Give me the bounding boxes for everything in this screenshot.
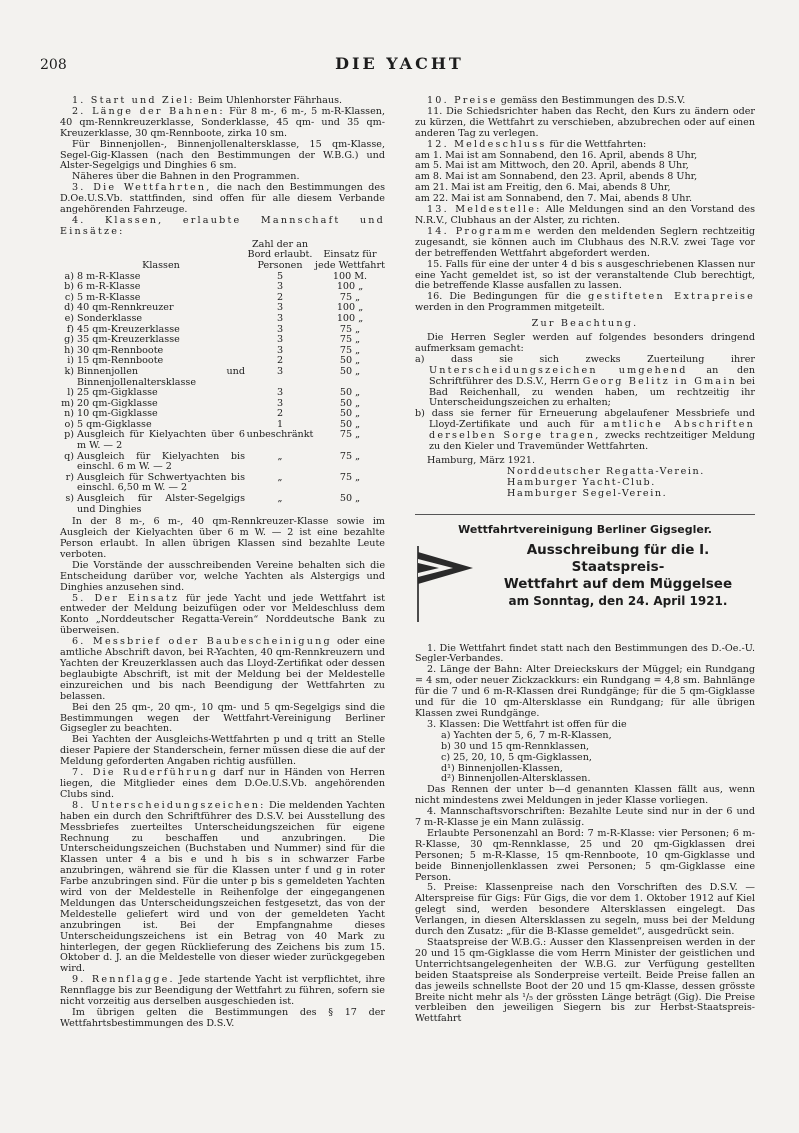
paragraph-general-rules: Im übrigen gelten die Bestimmungen des § 17 der Wettfahrtsbestimmungen des D.S.V. [60,1007,385,1029]
paragraph-classes-lead: 4. Klassen, erlaubte Mannschaft und Einsätze: [60,214,385,237]
paragraph-start: 1. Start und Ziel: Beim Uhlenhorster Fährhaus. [72,95,343,106]
class-fee: 50 „ [339,493,361,505]
class-persons: 1 [276,418,284,430]
class-persons: 3 [276,365,284,377]
paragraph-entry-deadline: 12. Meldeschluss für die Wettfahrten: [427,138,647,150]
pennant-flag-icon [415,544,475,624]
class-fee: 50 „ [339,418,361,430]
class-fee: 75 „ [339,344,361,356]
class-fee: 100 „ [336,302,364,314]
class-key: d) [64,302,74,314]
deadline-item: am 8. Mai ist am Sonnabend, den 23. April, abends 8 Uhr, [415,171,698,183]
paragraph-entry-fee: 5. Der Einsatz für jede Yacht und jede Wettfahrt ist entweder der Meldung beizufügen oder vor Meldeschluss dem Konto „Norddeutscher Regatta-Verein“ Norddeutsche Bank zu überweisen. [60,592,385,637]
class-key: i) [67,355,74,367]
paragraph-race-flag: 9. Rennflagge. Jede startende Yacht ist verpflichtet, ihre Rennflagge bis zur Beendigung der Wettfahrt zu führen, sofern sie nicht vorzeitig aus derselben ausgeschieden ist. [60,974,385,1008]
class-name: 5 qm-Gigklasse [77,418,152,430]
class-row [60,494,385,515]
announcement-title-line-2: Wettfahrt auf dem Müggelsee [503,575,733,592]
class-name: 10 qm-Gigklasse [77,408,158,420]
class-name: 30 qm-Rennboote [77,344,164,356]
paragraph-prizes: 10. Preise gemäss den Bestimmungen des D.S.V. [427,95,686,106]
class-key: a) [64,270,74,282]
class-name: 25 qm-Gigklasse [77,387,158,399]
class-persons: 2 [276,408,284,420]
gig-paragraph-1: 1. Die Wettfahrt findet statt nach den Bestimmungen des D.-Oe.-U. Segler-Verbandes. [415,642,755,665]
class-fee: 75 „ [339,291,361,303]
col-head-fee: Einsatz für jede Wettfahrt [315,249,385,271]
paragraph-paid-persons: In der 8 m-, 6 m-, 40 qm-Rennkreuzer-Klasse sowie im Ausgleich der Kielyachten über 6 m W. — 2 ist eine bezahlte Person erlaubt. In allen übrigen Klassen sind bezahlte Leute verboten. [60,516,385,560]
deadline-item: am 22. Mai ist am Sonnabend, den 7. Mai, abends 8 Uhr. [415,193,693,205]
class-persons: 3 [276,312,284,324]
class-key: g) [64,334,74,346]
class-key: m) [61,397,74,409]
col-head-persons: Zahl der an Bord erlaubt. Personen [247,238,313,271]
class-persons: 2 [276,355,284,367]
class-key: q) [64,450,74,462]
class-name: 8 m-R-Klasse [77,270,141,282]
class-key: k) [64,365,74,377]
class-fee: 50 „ [339,397,361,409]
class-fee: 75 „ [339,334,361,346]
class-key: b) [64,281,74,293]
paragraph-gig-rules: Bei den 25 qm-, 20 qm-, 10 qm- und 5 qm-Segelgigs sind die Bestimmungen wegen der Wettfahrt-Vereinigung Berliner Gigsegler zu beachten. [60,701,385,735]
place-date: Hamburg, März 1921. [427,455,536,466]
class-fee: 75 „ [339,323,361,335]
class-row [60,430,385,451]
class-name: 6 m-R-Klasse [77,281,141,293]
left-column [60,96,385,1030]
gig-class-item: d²) Binnenjollen-Altersklassen. [441,773,591,785]
deadline-item: am 5. Mai ist am Mittwoch, den 20. April, abends 8 Uhr, [415,160,689,172]
gig-paragraph-3b: Das Rennen der unter b—d genannten Klassen fällt aus, wenn nicht mindestens zwei Meldungen in jeder Klasse vorliegen. [415,784,755,807]
class-fee: 50 „ [339,365,361,377]
signers [415,467,755,500]
class-key: p) [64,429,74,441]
class-persons: 3 [276,323,284,335]
class-persons: „ [277,450,283,462]
class-name: Ausgleich für Schwertyachten bis einschl. 6,50 m W. — 2 [77,471,245,494]
class-key: c) [64,291,74,303]
section-divider [415,514,755,515]
gig-paragraph-4: 4. Mannschaftsvorschriften: Bezahlte Leute sind nur in der 6 und 7 m-R-Klasse je ein Mann zulässig. [415,806,755,829]
deadline-item: am 1. Mai ist am Sonnabend, den 16. April, abends 8 Uhr, [415,149,698,161]
paragraph-helm: 7. Die Ruderführung darf nur in Händen von Herren liegen, die Mitglieder eines dem D.Oe.U.S.Vb. angehörenden Clubs sind. [60,767,385,800]
class-persons: 3 [276,397,284,409]
paragraph-board-decision: Die Vorstände der ausschreibenden Vereine behalten sich die Entscheidung darüber vor, welche Yachten als Alstergigs und Dinghies anzusehen sind. [60,559,385,593]
class-fee: 50 „ [339,408,361,420]
gig-class-item: c) 25, 20, 10, 5 qm-Gigklassen, [441,751,592,763]
class-fee: 75 „ [339,429,361,441]
classes-table [60,240,385,515]
class-key: s) [65,493,74,505]
class-key: h) [64,344,74,356]
paragraph-handicap-papers: Bei Yachten der Ausgleichs-Wettfahrten p und q tritt an Stelle dieser Papiere der Standerschein, ferner müssen diese die auf der Meldung geforderten Angaben richtig ausfüllen. [60,734,385,768]
class-name: 35 qm-Kreuzerklasse [77,334,180,346]
gig-paragraph-5b: Staatspreise der W.B.G.: Ausser den Klassenpreisen werden in der 20 und 15 qm-Gigklasse die vom Herrn Minister der geistlichen und Unterrichtsangelegenheiten der W.B.G. zur Verfügung gestellten beiden Staatspreise als Sonderpreise verteilt. Beide Preise fallen an das jeweils schnellste Boot der 20 und 15 qm-Klasse, dessen grösste Breite nicht mehr als ¹/₅ der grössten Länge beträgt (Gig). Die Preise verbleiben den jeweiligen Siegern bis zur Herbst-Staatspreis-Wettfahrt [415,937,755,1025]
class-fee: 50 „ [339,355,361,367]
attention-item-b: b) dass sie ferner für Erneuerung abgelaufener Messbriefe und Lloyd-Zertifikate und auch für amtliche Abschriften derselben Sorge tragen, zwecks rechtzeitiger Meldung zu den Kieler und Travemünder Wettfahrten. [415,408,756,453]
class-key: n) [64,408,74,420]
paragraph-single-entry: 15. Falls für eine der unter 4 d bis s ausgeschriebenen Klassen nur eine Yacht gemeldet ist, so ist der veranstaltende Club berechtigt, die betreffende Klasse ausfallen zu lassen. [415,258,755,292]
class-fee: 75 „ [339,471,361,483]
class-row [60,452,385,473]
class-key: r) [65,471,74,483]
class-persons: 2 [276,291,284,303]
paragraph-course-length: 2. Länge der Bahnen: Für 8 m-, 6 m-, 5 m-R-Klassen, 40 qm-Rennkreuzerklasse, Sonderklasse, 45 qm- und 35 qm-Kreuzerklasse, 30 qm-Rennboote, zirka 10 sm. [60,105,385,139]
class-fee: 100 M. [332,270,368,282]
class-name: Binnenjollen und Binnenjollenaltersklasse [77,365,245,388]
signer-club: Hamburger Segel-Verein. [507,487,668,499]
paragraph-umpires: 11. Die Schiedsrichter haben das Recht, den Kurs zu ändern oder zu kürzen, die Wettfahrt zu verschieben, abzubrechen oder auf einen anderen Tag zu verlegen. [415,105,755,139]
gig-paragraph-5: 5. Preise: Klassenpreise nach den Vorschriften des D.S.V. — Alterspreise für Gigs: Für Gigs, die vor dem 1. Oktober 1912 auf Kiel gelegt sind, werden besondere Altersklassen eingelegt. Das Verlangen, in diesen Altersklassen zu segeln, muss bei der Meldung durch den Zusatz: „für die B-Klasse gemeldet“, ausgedrückt sein. [415,882,755,938]
paragraph-entry-office: 13. Meldestelle: Alle Meldungen sind an den Vorstand des N.R.V., Clubhaus an der Alster, zu richten. [415,204,755,226]
deadline-item: am 21. Mai ist am Freitig, den 6. Mai, abends 8 Uhr, [415,182,671,194]
class-name: 5 m-R-Klasse [77,291,141,303]
gig-paragraph-4b: Erlaubte Personenzahl an Bord: 7 m-R-Klasse: vier Personen; 6 m-R-Klasse, 30 qm-Rennklasse, 25 und 20 qm-Gigklassen drei Personen; 5 m-R-Klasse, 15 qm-Rennboote, 10 qm-Gigklasse und beide Binnenjollenklassen zwei Personen; 5 qm-Gigklasse eine Person. [415,827,755,883]
gig-class-list [415,731,755,786]
gig-class-item: b) 30 und 15 qm-Rennklassen, [441,740,590,752]
signer-club: Hamburger Yacht-Club. [507,476,656,488]
class-persons: 5 [276,270,284,282]
class-persons: 3 [276,387,284,399]
paragraph-course-note: Näheres über die Bahnen in den Programmen. [72,171,300,183]
announcement-title-line-1: Ausschreibung für die I. Staatspreis- [526,541,710,575]
class-key: f) [66,323,74,335]
section-title: Wettfahrtvereinigung Berliner Gigsegler. [458,522,712,536]
attention-text: Die Herren Segler werden auf folgendes besonders dringend aufmerksam gemacht: [415,332,755,354]
class-persons: unbeschränkt [246,429,314,441]
attention-heading: Zur Beachtung. [531,318,639,330]
class-name: 20 qm-Gigklasse [77,397,158,409]
class-name: 15 qm-Rennboote [77,355,164,367]
class-key: e) [64,312,74,324]
gig-paragraph-2: 2. Länge der Bahn: Alter Dreieckskurs der Müggel; ein Rundgang = 4 sm, oder neuer Zickzackkurs: ein Rundgang = 4,8 sm. Bahnlänge für die 7 und 6 m-R-Klassen drei Rundgänge; für die 5 qm-Gigklasse und für die 10 qm-Altersklasse ein Rundgang; für alle übrigen Klassen zwei Rundgänge. [415,664,755,719]
class-name: Ausgleich für Kielyachten über 6 m W. — 2 [77,429,245,452]
paragraph-measurement: 6. Messbrief oder Baubescheinigung oder eine amtliche Abschrift davon, bei R-Yachten, 40 qm-Rennkreuzern und Yachten der Kreuzerklassen auch das Lloyd-Zertifikat oder dessen beglaubigte Abschrift, ist mit der Meldung bei der Meldestelle einzureichen und bis nach Beendigung der Wettfahrten zu belassen. [60,636,386,702]
gig-class-item: d¹) Binnenjollen-Klassen, [441,762,563,774]
class-fee: 100 „ [336,281,364,293]
class-persons: 3 [276,302,284,314]
class-name: Sonderklasse [77,312,143,324]
masthead-title: DIE YACHT [335,54,464,73]
signer-club: Norddeutscher Regatta-Verein. [507,465,705,477]
class-row [60,473,385,494]
deadline-list [415,151,755,206]
class-name: Ausgleich für Kielyachten bis einschl. 6 m W. — 2 [77,450,245,473]
class-fee: 75 „ [339,450,361,462]
gig-class-item: a) Yachten der 5, 6, 7 m-R-Klassen, [441,729,612,741]
paragraph-sail-marks: 8. Unterscheidungszeichen: Die meldenden Yachten haben ein durch den Schriftführer des D.S.V. bei Ausstellung des Messbriefes zuerteiltes Unterscheidungszeichen für eigene Rechnung zu beschaffen und anzubringen. Die Unterscheidungszeichen (Buchstaben und Nummer) sind für die Klassen unter 4 a bis e und h bis s in schwarzer Farbe anzubringen, während sie für die Klassen unter f und g in roter Farbe anzubringen sind. Für die unter p bis s gemeldeten Yachten wird von der Meldestelle in Reihenfolge der eingegangenen Meldungen das Unterscheidungszeichen festgesetzt, das von der Meldestelle geliefert wird und von der gemeldeten Yacht anzubringen ist. Bei der Empfangnahme dieses Unterscheidungszeichens ist ein Betrag von 40 Mark zu hinterlegen, der gegen Rücklieferung des Zeichens bis zum 15. Oktober d. J. an die Meldestelle von dieser wieder zurückgegeben wird. [60,799,385,975]
class-key: l) [67,387,74,399]
class-name: 40 qm-Rennkreuzer [77,302,174,314]
col-head-classes: Klassen [142,259,180,271]
class-persons: 3 [276,334,284,346]
class-persons: 3 [276,281,284,293]
class-persons: „ [277,471,283,483]
paragraph-extra-prizes: 16. Die Bedingungen für die gestifteten Extrapreise werden in den Programmen mitgeteilt. [415,291,755,314]
paragraph-course-length-2: Für Binnenjollen-, Binnenjollenaltersklasse, 15 qm-Klasse, Segel-Gig-Klassen (nach den Bestimmungen der W.B.G.) und Alster-Segelgigs und Dinghies 6 sm. [60,138,385,172]
paragraph-programmes: 14. Programme werden den meldenden Seglern rechtzeitig zugesandt, sie können auch im Clubhaus des N.R.V. zwei Tage vor der betreffenden Wettfahrt abgefordert werden. [415,225,755,259]
gig-paragraph-3: 3. Klassen: Die Wettfahrt ist offen für die [427,718,627,730]
page-number: 208 [40,57,67,73]
right-column [415,96,755,1025]
class-fee: 50 „ [339,387,361,399]
classes-table-body [60,272,385,516]
class-persons: 3 [276,344,284,356]
class-row [60,367,385,388]
paragraph-races: 3. Die Wettfahrten, die nach den Bestimmungen des D.Oe.U.S.Vb. stattfinden, sind offen für alle diesem Verbande angehörenden Fahrzeuge. [60,182,385,216]
announcement-header [415,542,755,642]
class-key: o) [64,418,74,430]
class-row [60,314,385,325]
class-name: Ausgleich für Alster-Segelgigs und Dinghies [77,493,245,515]
attention-item-a: a) dass sie sich zwecks Zuerteilung ihrer Unterscheidungszeichen umgehend an den Schriftführer des D.S.V., Herrn Georg Belitz in Gmain bei Bad Reichenhall, zu wenden haben, um rechtzeitig ihr Unterscheidungszeichen zu erhalten; [415,353,756,409]
announcement-date: am Sonntag, den 24. April 1921. [508,593,728,608]
class-name: 45 qm-Kreuzerklasse [77,323,180,335]
class-persons: „ [277,493,283,505]
class-fee: 100 „ [336,312,364,324]
attention-list [415,355,755,453]
